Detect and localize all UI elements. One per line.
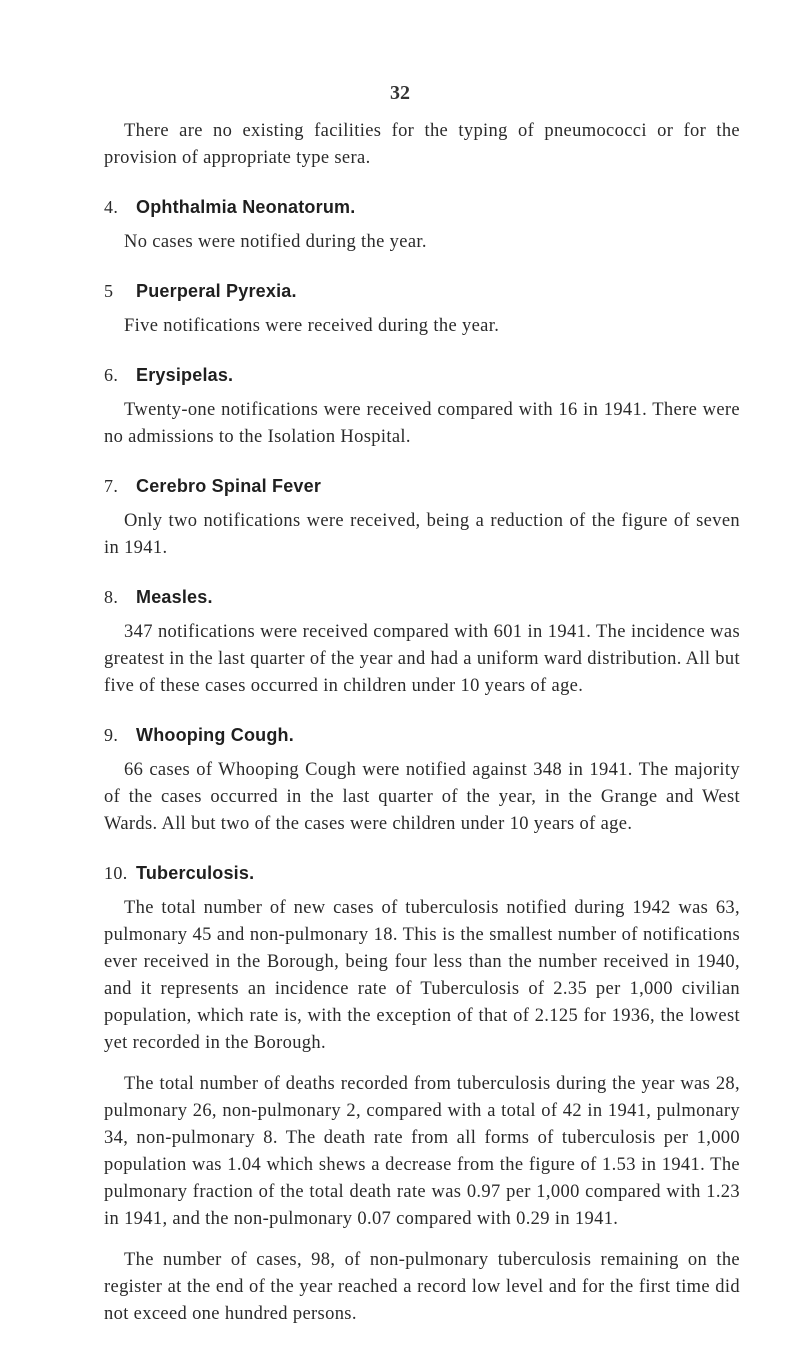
- intro-paragraph: There are no existing facilities for the typing of pneumococci or for the provision of appropriate type sera.: [104, 121, 740, 168]
- section-heading: [104, 584, 740, 611]
- section-body: [104, 619, 740, 700]
- section-heading: [104, 722, 740, 749]
- section-body: [104, 508, 740, 562]
- section-body: [104, 895, 740, 1328]
- section-erysipelas: [104, 362, 740, 451]
- section-tuberculosis: [104, 860, 740, 1328]
- section-paragraph: The total number of new cases of tuberculosis notified during 1942 was 63, pulmonary 45 and non-pulmonary 18. This is the smallest number of notifications ever received in the Borough, being four less than the number received in 1940, and it represents an incidence rate of Tuberculosis of 2.35 per 1,000 civilian population, which rate is, with the exception of that of 2.125 for 1936, the lowest yet recorded in the Borough.: [104, 898, 740, 1053]
- section-cerebro-spinal-fever: [104, 473, 740, 562]
- section-paragraph: Only two notifications were received, being a reduction of the figure of seven in 1941.: [104, 511, 740, 558]
- section-body: [104, 397, 740, 451]
- section-title: Ophthalmia Neonatorum.: [136, 197, 356, 217]
- section-ophthalmia-neonatorum: [104, 194, 740, 256]
- section-paragraph: Twenty-one notifications were received compared with 16 in 1941. There were no admissions to the Isolation Hospital.: [104, 400, 740, 447]
- section-number: 5: [104, 281, 114, 301]
- section-heading: [104, 194, 740, 221]
- section-title: Measles.: [136, 587, 213, 607]
- section-puerperal-pyrexia: [104, 278, 740, 340]
- section-heading: [104, 362, 740, 389]
- section-measles: [104, 584, 740, 700]
- section-number: 6.: [104, 365, 119, 385]
- section-number: 7.: [104, 476, 119, 496]
- section-number: 8.: [104, 587, 119, 607]
- section-body: [104, 313, 740, 340]
- section-whooping-cough: [104, 722, 740, 838]
- section-paragraph: 347 notifications were received compared with 601 in 1941. The incidence was greatest in the last quarter of the year and had a uniform ward distribution. All but five of these cases occurred in children under 10 years of age.: [104, 622, 740, 696]
- section-title: Erysipelas.: [136, 365, 234, 385]
- page-content: [104, 118, 740, 1328]
- section-paragraph: The number of cases, 98, of non-pulmonary tuberculosis remaining on the register at the end of the year reached a record low level and for the first time did not exceed one hundred persons.: [104, 1250, 740, 1324]
- section-paragraph: Five notifications were received during the year.: [124, 316, 500, 336]
- section-number: 4.: [104, 197, 119, 217]
- section-heading: [104, 473, 740, 500]
- section-body: [104, 757, 740, 838]
- section-title: Puerperal Pyrexia.: [136, 281, 297, 301]
- section-title: Cerebro Spinal Fever: [136, 476, 322, 496]
- section-paragraph: The total number of deaths recorded from tuberculosis during the year was 28, pulmonary 26, non-pulmonary 2, compared with a total of 42 in 1941, pulmonary 34, non-pulmonary 8. The death rate from all forms of tuberculosis per 1,000 population was 1.04 which shews a decrease from the figure of 1.53 in 1941. The pulmonary fraction of the total death rate was 0.97 per 1,000 compared with 1.23 in 1941, and the non-pulmonary 0.07 compared with 0.29 in 1941.: [104, 1074, 740, 1229]
- section-paragraph: 66 cases of Whooping Cough were notified against 348 in 1941. The majority of the cases occurred in the last quarter of the year, in the Grange and West Wards. All but two of the cases were children under 10 years of age.: [104, 760, 740, 834]
- section-title: Tuberculosis.: [136, 863, 255, 883]
- section-body: [104, 229, 740, 256]
- section-heading: [104, 860, 740, 887]
- section-number: 9.: [104, 725, 119, 745]
- section-title: Whooping Cough.: [136, 725, 294, 745]
- page-number: 32: [390, 82, 410, 104]
- section-heading: [104, 278, 740, 305]
- section-paragraph: No cases were notified during the year.: [124, 232, 427, 252]
- section-number: 10.: [104, 863, 128, 883]
